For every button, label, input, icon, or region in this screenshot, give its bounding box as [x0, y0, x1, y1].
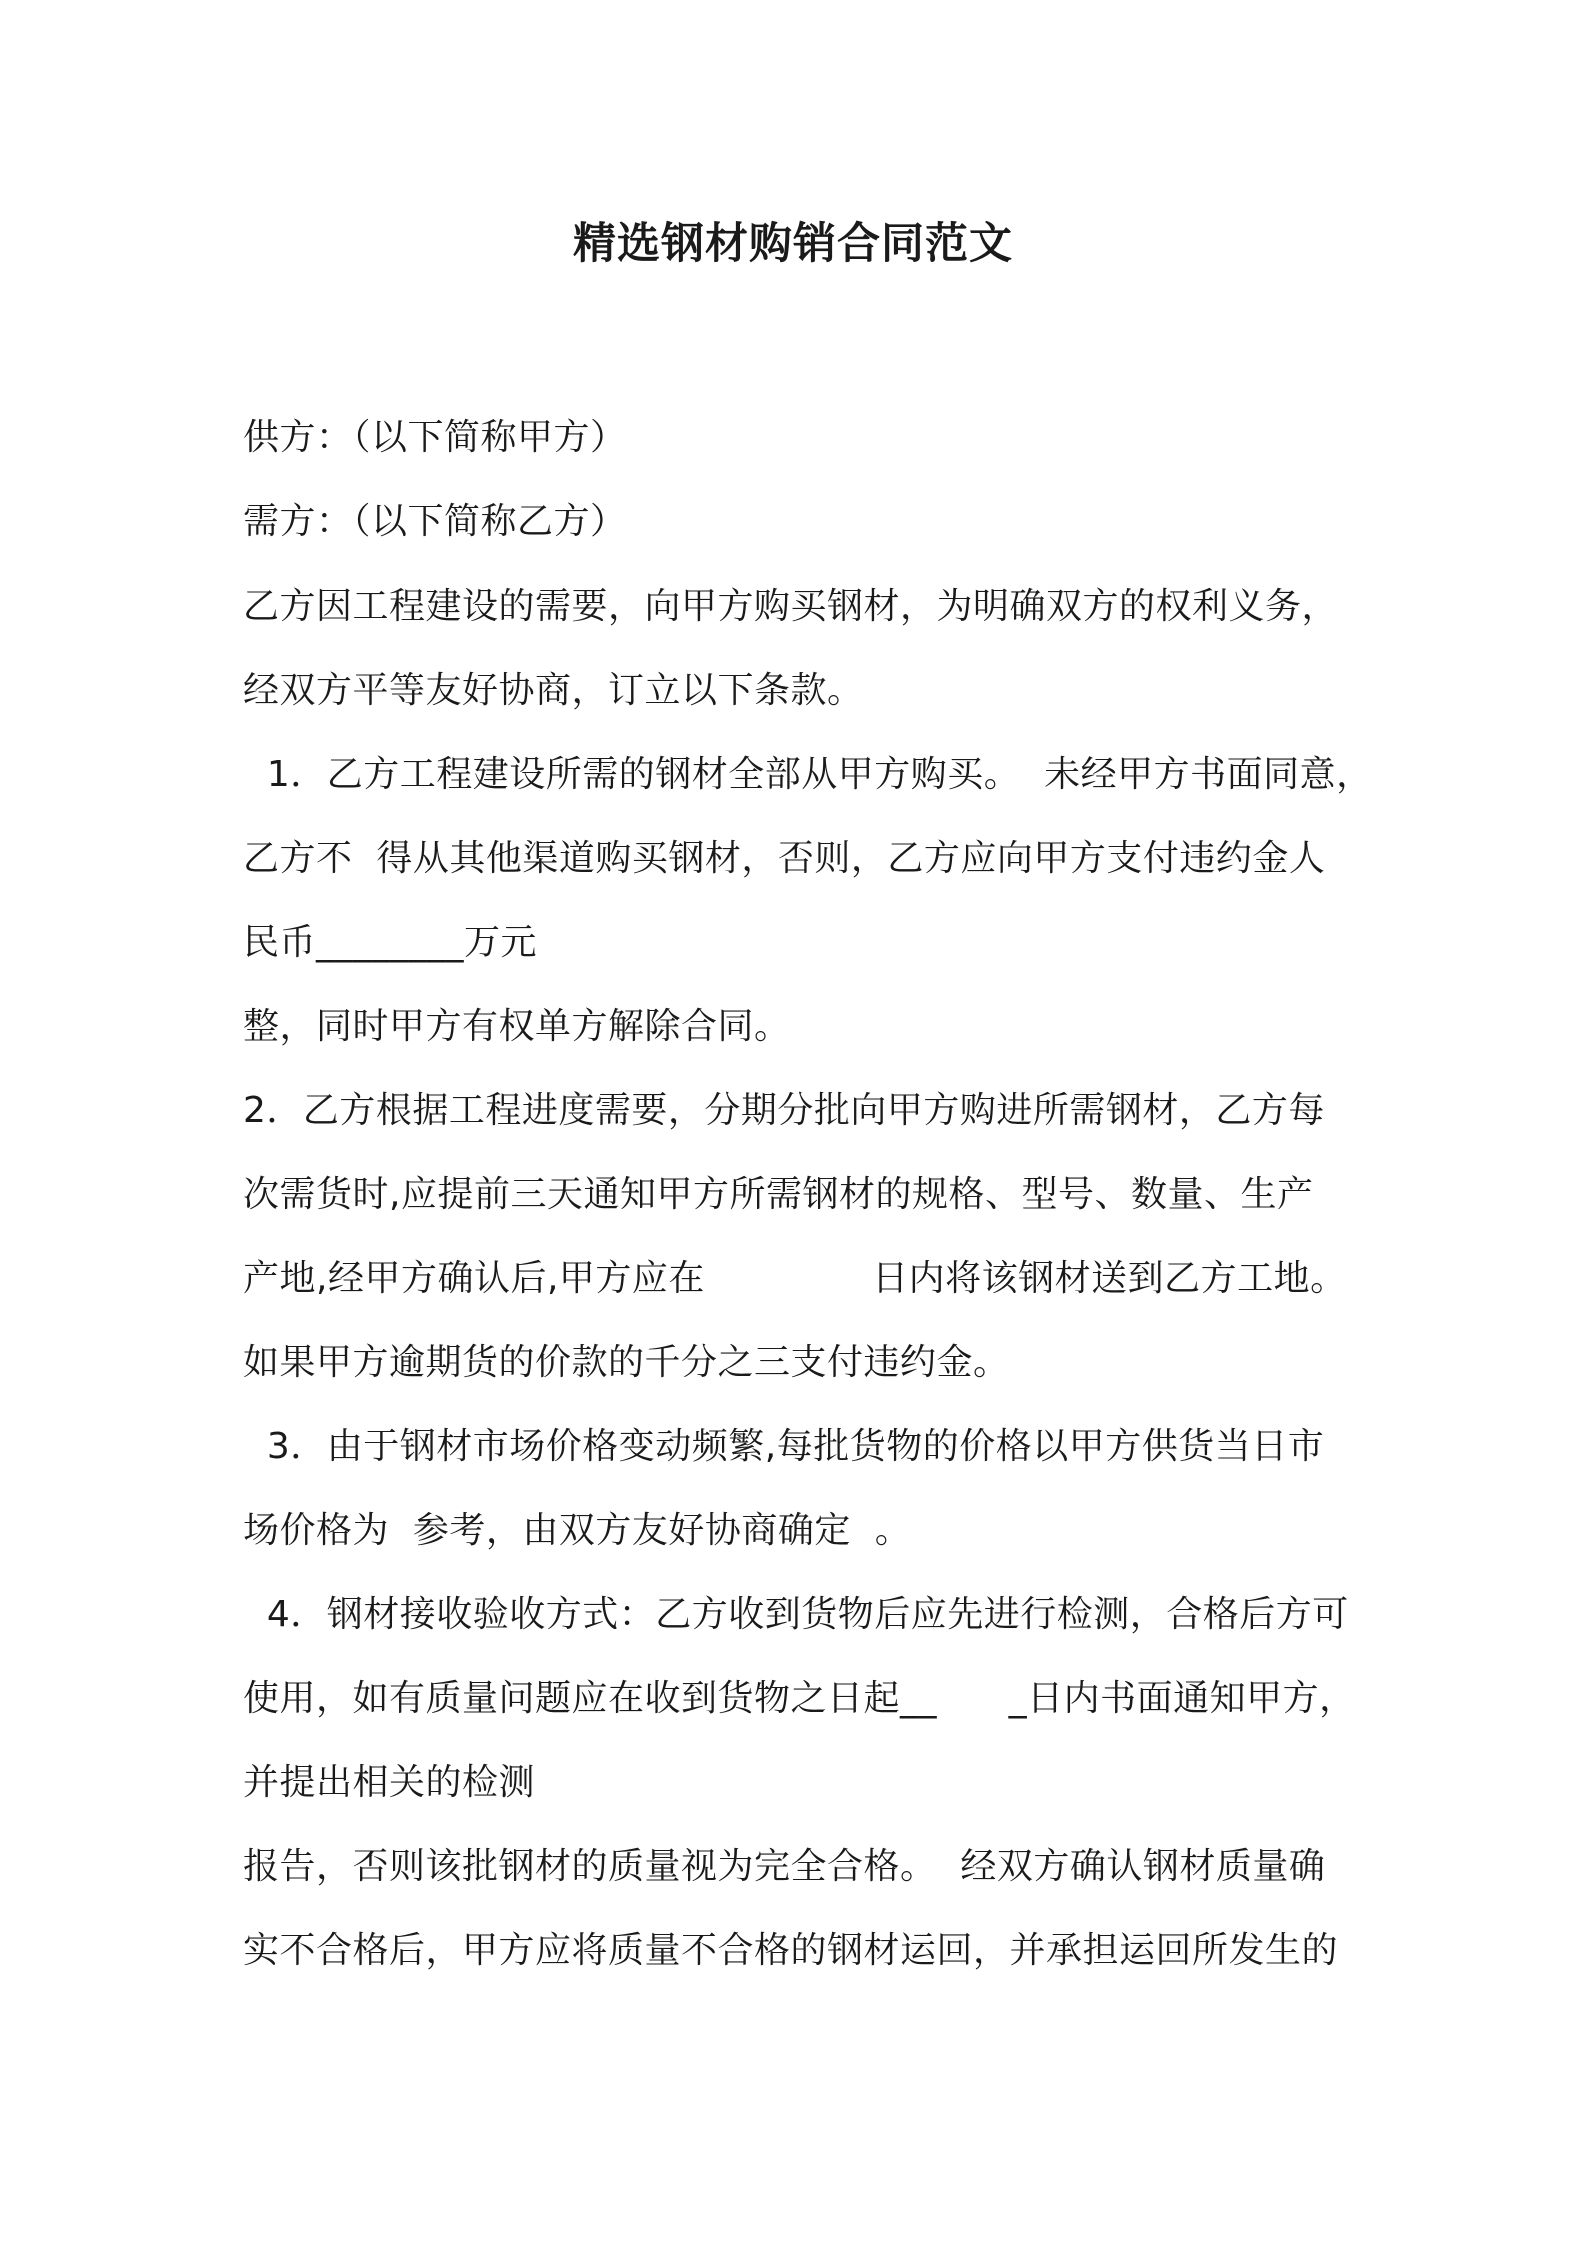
paragraph-line: 乙方因工程建设的需要，向甲方购买钢材，为明确双方的权利义务， — [243, 586, 1339, 627]
clause-4-line: 4．钢材接收验收方式：乙方收到货物后应先进行检测，合格后方可 — [243, 1594, 1349, 1635]
clause-1-line: 民币________万元 — [243, 922, 538, 963]
clause-2-line: 2．乙方根据工程进度需要，分期分批向甲方购进所需钢材，乙方每 — [243, 1090, 1325, 1131]
clause-2-line: 如果甲方逾期货的价款的千分之三支付违约金。 — [243, 1342, 1010, 1383]
party-buyer-line: 需方：（以下简称乙方） — [243, 501, 627, 542]
clause-4-line: 实不合格后，甲方应将质量不合格的钢材运回，并承担运回所发生的 — [243, 1930, 1339, 1971]
clause-3-line: 3．由于钢材市场价格变动频繁,每批货物的价格以甲方供货当日市 — [243, 1426, 1325, 1467]
document-title: 精选钢材购销合同范文 — [573, 219, 1013, 269]
clause-4-line: 使用，如有质量问题应在收到货物之日起__ _日内书面通知甲方， — [243, 1678, 1356, 1719]
clause-2-line: 产地,经甲方确认后,甲方应在 日内将该钢材送到乙方工地。 — [243, 1258, 1347, 1299]
clause-1-line: 1．乙方工程建设所需的钢材全部从甲方购买。 未经甲方书面同意， — [243, 754, 1373, 795]
clause-2-line: 次需货时,应提前三天通知甲方所需钢材的规格、型号、数量、生产 — [243, 1174, 1314, 1215]
clause-1-line: 乙方不 得从其他渠道购买钢材，否则，乙方应向甲方支付违约金人 — [243, 838, 1326, 879]
paragraph-line: 经双方平等友好协商，订立以下条款。 — [243, 670, 864, 711]
clause-4-line: 报告，否则该批钢材的质量视为完全合格。 经双方确认钢材质量确 — [243, 1846, 1326, 1887]
clause-1-line: 整，同时甲方有权单方解除合同。 — [243, 1006, 791, 1047]
clause-3-line: 场价格为 参考，由双方友好协商确定 。 — [243, 1510, 912, 1551]
party-supplier-line: 供方：（以下简称甲方） — [243, 417, 627, 458]
clause-4-line: 并提出相关的检测 — [243, 1762, 536, 1803]
